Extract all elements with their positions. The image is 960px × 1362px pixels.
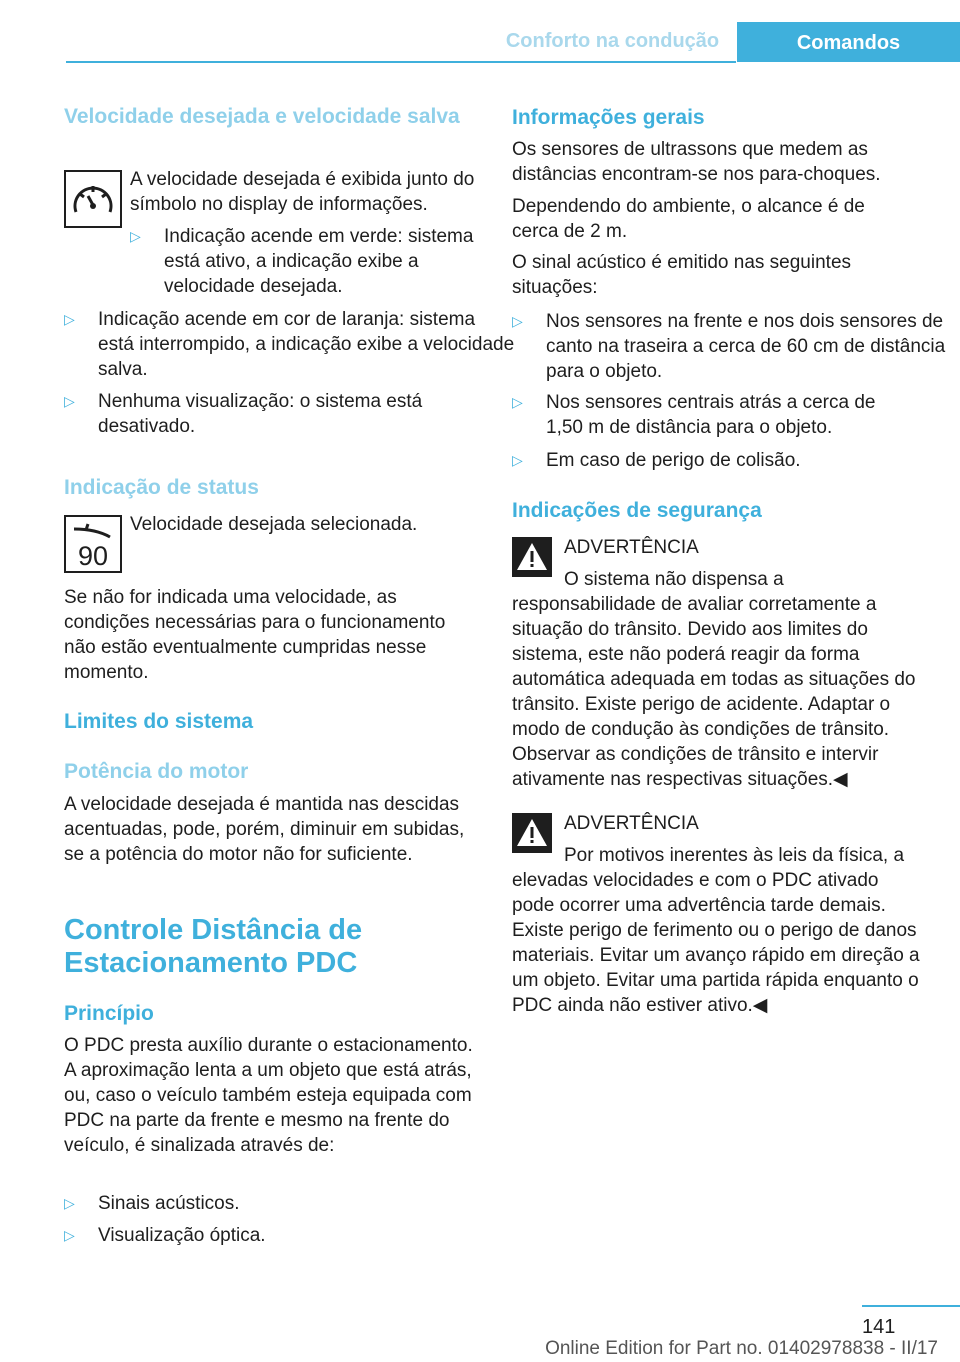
warning-body-text: O sistema não dispensa a responsabilidade de avaliar corretamente a situação do trânsito. Devido aos limites do sistema, este não poderá reagir da forma automática adequada em todas as situações do trânsito. Existe perigo de acidente. Adaptar o modo de condução às condições de trânsito. Observar as condições de trânsito e intervir ativamente nas respectivas situações.◀ xyxy=(512,569,916,790)
heading-pdc: Controle Distância de Estacionamento PDC xyxy=(64,914,363,979)
list-item-text: Sinais acústicos. xyxy=(98,1193,240,1214)
list-item xyxy=(512,448,946,473)
section-title: Conforto na condução xyxy=(505,30,720,52)
list-item xyxy=(64,1191,508,1216)
warning-body xyxy=(512,567,924,792)
footer-rule xyxy=(862,1305,960,1307)
list-item xyxy=(130,224,514,299)
list-item-text: Nos sensores centrais atrás a cerca de 1,50 m de distância para o objeto. xyxy=(546,392,876,438)
bullet-triangle-icon: ▷ xyxy=(512,313,523,329)
heading-principle: Princípio xyxy=(64,1002,154,1025)
list-item-text: Em caso de perigo de colisão. xyxy=(546,450,801,471)
header-rule xyxy=(66,61,736,63)
list-item xyxy=(64,307,516,382)
heading-general-info: Informações gerais xyxy=(512,106,705,129)
heading-status: Indicação de status xyxy=(64,476,259,499)
bullet-triangle-icon: ▷ xyxy=(64,311,75,327)
heading-safety: Indicações de segurança xyxy=(512,499,762,522)
no-speed-paragraph: Se não for indicada uma velocidade, as condições necessárias para o funcionamento não estão eventualmente cumpridas nesse momento. xyxy=(64,587,446,683)
bullet-triangle-icon: ▷ xyxy=(130,228,141,244)
bullet-triangle-icon: ▷ xyxy=(64,1195,75,1211)
range-text: Dependendo do ambiente, o alcance é de cerca de 2 m. xyxy=(512,196,865,242)
acoustic-signal-text: O sinal acústico é emitido nas seguintes situações: xyxy=(512,252,852,298)
list-item xyxy=(64,389,508,439)
warning-title: ADVERTÊNCIA xyxy=(564,813,699,834)
list-item-text: Visualização óptica. xyxy=(98,1225,266,1246)
bullet-triangle-icon: ▷ xyxy=(64,393,75,409)
warning-title: ADVERTÊNCIA xyxy=(564,537,699,558)
engine-power-text: A velocidade desejada é mantida nas descidas acentuadas, pode, porém, diminuir em subidas, se a potência do motor não for suficiente. xyxy=(64,794,465,865)
page-header xyxy=(0,0,960,62)
status-text: Velocidade desejada selecionada. xyxy=(130,514,418,535)
list-item xyxy=(512,309,958,384)
warning-body xyxy=(512,843,924,1018)
bullet-triangle-icon: ▷ xyxy=(512,452,523,468)
list-item-text: Indicação acende em verde: sistema está ativo, a indicação exibe a velocidade desejada. xyxy=(164,226,474,297)
warning-body-text: Por motivos inerentes às leis da física, a elevadas velocidades e com o PDC ativado pode ocorrer uma advertência tarde demais. Existe perigo de ferimento ou o perigo de danos materiais. Evitar um avanço rápido em direção a um objeto. Evitar uma partida rápida enquanto o PDC ainda não estiver ativo.◀ xyxy=(512,845,920,1016)
list-item-text: Nos sensores na frente e nos dois sensores de canto na traseira a cerca de 60 cm de distância para o objeto. xyxy=(546,311,946,382)
bullet-triangle-icon: ▷ xyxy=(64,1227,75,1243)
principle-text: O PDC presta auxílio durante o estacionamento. A aproximação lenta a um objeto que está atrás, ou, caso o veículo também esteja equipada com PDC na parte da frente e mesmo na frente do veículo, é sinalizada através de: xyxy=(64,1035,473,1156)
heading-engine-power: Potência do motor xyxy=(64,760,249,783)
list-item xyxy=(64,1223,508,1248)
heading-system-limits: Limites do sistema xyxy=(64,710,254,733)
page-number: 141 xyxy=(862,1316,896,1338)
chapter-tab: Comandos xyxy=(737,22,960,62)
list-item-text: Indicação acende em cor de laranja: sistema está interrompido, a indicação exibe a velocidade salva. xyxy=(98,309,515,380)
desired-speed-text: A velocidade desejada é exibida junto do símbolo no display de informações. xyxy=(130,169,475,215)
edition-footer: Online Edition for Part no. 01402978838 - II/17 xyxy=(545,1338,938,1359)
list-item-text: Nenhuma visualização: o sistema está desativado. xyxy=(98,391,423,437)
general-info-text: Os sensores de ultrassons que medem as distâncias encontram-se nos para-choques. xyxy=(512,139,881,185)
speed-value-label: 90 xyxy=(77,541,109,571)
list-item xyxy=(512,390,916,440)
cruise-speedometer-icon xyxy=(64,170,122,228)
heading-desired-speed: Velocidade desejada e velocidade salva xyxy=(64,105,460,128)
bullet-triangle-icon: ▷ xyxy=(512,394,523,410)
speed-limit-90-icon xyxy=(64,515,122,573)
